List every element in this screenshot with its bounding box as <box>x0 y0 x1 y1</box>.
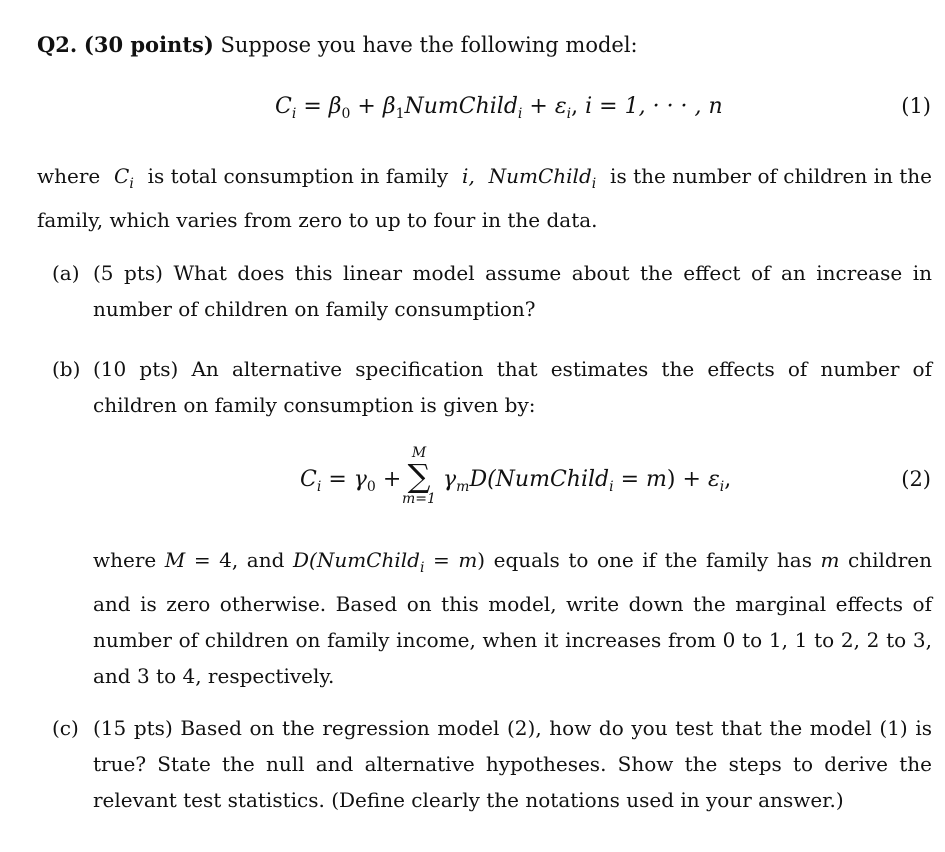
equation-1-number: (1) <box>901 94 931 118</box>
eq1-beta0: β <box>328 94 342 119</box>
part-b-cont-m2: m <box>820 548 840 572</box>
eq2-plus-1: + <box>382 467 402 492</box>
eq2-sum-upper: M <box>411 445 427 461</box>
part-b <box>52 351 932 423</box>
where-numchild-text: NumChild <box>488 164 592 188</box>
eq1-plus-1: + <box>357 94 376 119</box>
eq1-beta0-sub: 0 <box>341 106 351 122</box>
where-word: where <box>37 164 101 188</box>
eq2-close: ) <box>666 467 676 492</box>
eq2-gammam-sub: m <box>456 479 470 495</box>
part-c <box>52 710 932 818</box>
part-b-cont-w4: children and is zero otherwise. Based on this model, write down the marginal effects of number of children on family income, when it increases from 0 to 1, 1 to 2, 2 to 3, and 3 to 4, respectively. <box>93 548 933 688</box>
part-a-label: (a) <box>52 261 80 285</box>
eq2-gamma0-sub: 0 <box>366 479 376 495</box>
where-i: i, <box>462 164 475 188</box>
part-b-cont-d: D( <box>292 548 317 572</box>
eq2-comma: , <box>724 467 732 492</box>
where-line-1 <box>37 158 932 202</box>
part-c-text: (15 pts) Based on the regression model (2), how do you test that the model (1) is true? State the null and alternative hypotheses. Show the steps to derive the relevant test statistics. (Define clearly the notations used in your answer.) <box>93 716 932 812</box>
eq1-var: NumChild <box>404 94 518 119</box>
where-c: C <box>114 164 130 188</box>
question-points: (30 points) <box>83 32 214 57</box>
eq1-epsilon-sub: i <box>566 106 572 122</box>
eq1-beta1: β <box>382 94 396 119</box>
eq1-lhs-sub: i <box>291 106 297 122</box>
part-b-cont-w2: = 4, and <box>193 548 285 572</box>
eq1-equals: = <box>303 94 322 119</box>
eq1-range: i = 1, · · · , n <box>585 94 723 119</box>
part-b-continuation <box>93 542 932 694</box>
eq2-gammam: γ <box>443 467 457 492</box>
part-b-cont-numchild-sub: i <box>419 560 425 576</box>
eq2-m: m <box>646 467 667 492</box>
question-intro: Suppose you have the following model: <box>220 33 638 57</box>
where-numchild <box>489 158 597 202</box>
part-b-cont-m: m <box>458 548 478 572</box>
eq2-epsilon: ε <box>707 467 720 492</box>
part-c-label: (c) <box>52 716 79 740</box>
where-line-2: family, which varies from zero to up to four in the data. <box>37 208 598 232</box>
where-paragraph <box>37 158 932 238</box>
eq1-epsilon: ε <box>554 94 567 119</box>
eq2-plus-2: + <box>682 467 701 492</box>
equation-1 <box>0 94 945 128</box>
where-ci <box>114 158 134 202</box>
part-b-cont-eq: = <box>433 548 450 572</box>
question-heading <box>37 30 638 60</box>
eq1-beta1-sub: 1 <box>395 106 405 122</box>
eq2-lhs: C <box>300 467 317 492</box>
eq2-var-sub: i <box>609 479 614 495</box>
part-b-label: (b) <box>52 357 81 381</box>
eq2-epsilon-sub: i <box>719 479 725 495</box>
part-b-cont-where: where <box>93 548 157 572</box>
part-b-text: (10 pts) An alternative specification that estimates the effects of number of children on family consumption is given by: <box>93 357 932 417</box>
where-part2: is total consumption in family <box>147 164 449 188</box>
part-a-text: (5 pts) What does this linear model assume about the effect of an increase in number of children on family consumption? <box>93 261 932 321</box>
where-numchild-sub: i <box>591 176 597 192</box>
eq2-equals-2: = <box>620 467 640 492</box>
eq2-lhs-sub: i <box>316 479 322 495</box>
eq1-lhs: C <box>275 94 292 119</box>
where-part3: is the number of children in the <box>610 164 932 188</box>
eq1-plus-2: + <box>529 94 548 119</box>
where-c-sub: i <box>129 176 134 192</box>
eq2-summation <box>397 445 441 507</box>
equation-2 <box>0 445 945 525</box>
part-a <box>52 255 932 327</box>
part-b-cont-m-var: M <box>164 548 186 572</box>
part-b-cont-numchild: NumChild <box>316 548 420 572</box>
equation-1-body: $C_i = \beta_0$ + $\beta_1NumChild_i + \varepsilon_i$, i = 1, · · · , n <box>275 94 723 122</box>
equation-2-number: (2) <box>901 467 931 491</box>
eq1-var-sub: i <box>517 106 523 122</box>
part-b-cont-w3: ) equals to one if the family has <box>477 548 812 572</box>
eq2-d-open: D( <box>469 467 496 492</box>
eq2-gamma0: γ <box>353 467 367 492</box>
eq2-equals: = <box>328 467 347 492</box>
eq2-var: NumChild <box>495 467 610 492</box>
eq2-sum-lower: m=1 <box>402 491 436 507</box>
eq2-sum-sign: ∑ <box>407 457 431 495</box>
question-number: Q2. <box>37 32 78 57</box>
equation-2-lhs-block <box>300 467 401 495</box>
equation-2-rhs-block <box>443 467 731 495</box>
